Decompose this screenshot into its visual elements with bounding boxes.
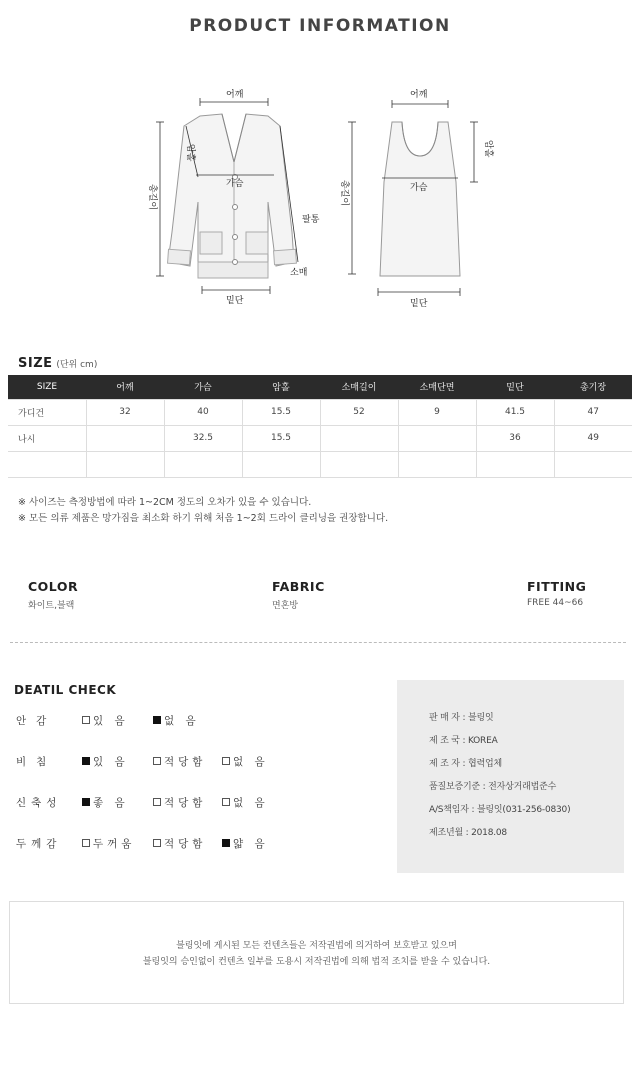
detail-check-title: DEATIL CHECK xyxy=(14,683,117,697)
checkbox-icon xyxy=(153,757,161,765)
cardigan-label-sleeve: 팔통 xyxy=(302,215,320,225)
detail-option xyxy=(153,754,206,769)
spec-fabric-label: FABRIC xyxy=(272,579,325,594)
table-cell xyxy=(476,451,554,477)
seller-info-line: 판 매 자 : 블링잇 xyxy=(429,713,494,723)
size-col-header: 암홀 xyxy=(242,375,320,399)
table-cell: 32 xyxy=(86,399,164,425)
table-cell: 47 xyxy=(554,399,632,425)
spec-fitting-value: FREE 44~66 xyxy=(527,598,584,608)
size-col-header: 어깨 xyxy=(86,375,164,399)
cardigan-label-armhole: 암홀 xyxy=(185,144,195,162)
detail-row-label: 신축성 xyxy=(16,797,62,809)
size-col-header: 밑단 xyxy=(476,375,554,399)
table-cell: 9 xyxy=(398,399,476,425)
note-line: ※ 모든 의류 제품은 망가짐을 최소화 하기 위해 처음 1~2회 드라이 클리닝을 권장합니다. xyxy=(18,513,389,524)
detail-option xyxy=(82,836,135,851)
table-cell: 32.5 xyxy=(164,425,242,451)
section-divider xyxy=(10,642,626,643)
cardigan-label-length: 총길이 xyxy=(147,184,157,211)
checkbox-icon xyxy=(82,839,90,847)
detail-option-label: 적당함 xyxy=(164,838,207,850)
detail-option-label: 적당함 xyxy=(164,756,207,768)
table-cell xyxy=(554,451,632,477)
copyright-line: 블링잇의 승인없이 컨텐츠 일부를 도용시 저작권법에 의해 법적 조치를 받을 수 있습니다. xyxy=(142,957,491,967)
checkbox-icon xyxy=(222,839,230,847)
garment-illustration xyxy=(140,82,500,312)
cardigan-label-hem: 밑단 xyxy=(226,296,244,306)
seller-info-line: 제조년월 : 2018.08 xyxy=(429,828,507,838)
table-cell xyxy=(164,451,242,477)
size-col-header: 소매길이 xyxy=(320,375,398,399)
table-cell: 15.5 xyxy=(242,425,320,451)
table-cell xyxy=(242,451,320,477)
spec-fabric-value: 면혼방 xyxy=(272,601,299,611)
table-cell xyxy=(86,425,164,451)
spec-fitting xyxy=(527,579,586,608)
spec-color-label: COLOR xyxy=(28,579,79,594)
table-cell xyxy=(86,451,164,477)
table-cell: 나시 xyxy=(8,425,86,451)
detail-option-label: 두꺼움 xyxy=(93,838,136,850)
size-heading-label: SIZE xyxy=(18,356,53,371)
checkbox-icon xyxy=(222,757,230,765)
detail-row-stretch xyxy=(16,795,316,811)
detail-option-label: 좋 음 xyxy=(93,797,129,809)
detail-option-label: 있 음 xyxy=(93,756,129,768)
seller-info-box xyxy=(397,680,624,873)
detail-option xyxy=(82,713,129,728)
detail-option-label: 얇 음 xyxy=(233,838,269,850)
table-cell xyxy=(398,451,476,477)
table-row xyxy=(8,451,632,477)
sleeveless-label-chest: 가슴 xyxy=(410,183,428,193)
copyright-notice xyxy=(9,901,624,1004)
size-table-header-row xyxy=(8,375,632,399)
spec-fitting-label: FITTING xyxy=(527,579,587,594)
detail-option-label: 적당함 xyxy=(164,797,207,809)
sleeveless-label-hem: 밑단 xyxy=(410,299,428,309)
spec-fabric xyxy=(272,579,325,611)
table-row xyxy=(8,425,632,451)
table-cell: 49 xyxy=(554,425,632,451)
table-cell xyxy=(320,425,398,451)
page-title: PRODUCT INFORMATION xyxy=(189,16,451,36)
detail-row-label: 비침 xyxy=(16,756,57,768)
detail-option xyxy=(222,836,269,851)
table-cell: 15.5 xyxy=(242,399,320,425)
checkbox-icon xyxy=(153,839,161,847)
checkbox-icon xyxy=(153,716,161,724)
table-cell xyxy=(320,451,398,477)
table-cell: 가디건 xyxy=(8,399,86,425)
spec-color xyxy=(28,579,78,611)
note-line: ※ 사이즈는 측정방법에 따라 1~2CM 정도의 오차가 있을 수 있습니다. xyxy=(18,497,312,508)
size-notes xyxy=(18,495,388,527)
table-row xyxy=(8,399,632,425)
size-col-header: 총기장 xyxy=(554,375,632,399)
sleeveless-label-length: 총길이 xyxy=(339,180,349,207)
detail-option xyxy=(153,795,206,810)
checkbox-icon xyxy=(222,798,230,806)
sleeveless-label-shoulder: 어깨 xyxy=(410,90,428,100)
cardigan-label-cuff: 소매 xyxy=(290,268,308,278)
detail-row-label: 안감 xyxy=(16,715,57,727)
sleeveless-illustration xyxy=(380,122,460,276)
detail-row-thickness xyxy=(16,836,316,852)
seller-info-line: A/S책임자 : 블링잇(031-256-0830) xyxy=(429,805,571,815)
seller-info-line: 제 조 자 : 협력업체 xyxy=(429,759,502,769)
table-cell: 40 xyxy=(164,399,242,425)
spec-color-value: 화이트,블랙 xyxy=(28,601,75,611)
detail-option xyxy=(82,795,129,810)
seller-info-line: 품질보증기준 : 전자상거래법준수 xyxy=(429,782,557,792)
detail-option xyxy=(153,836,206,851)
detail-row-label: 두께감 xyxy=(16,838,62,850)
detail-option-label: 없 음 xyxy=(164,715,200,727)
copyright-line: 블링잇에 게시된 모든 컨텐츠들은 저작권법에 의거하여 보호받고 있으며 xyxy=(176,941,457,951)
sleeveless-label-armhole: 암홀 xyxy=(483,140,493,158)
cardigan-label-chest: 가슴 xyxy=(226,179,244,189)
table-cell xyxy=(398,425,476,451)
size-col-header: 가슴 xyxy=(164,375,242,399)
table-cell: 36 xyxy=(476,425,554,451)
cardigan-illustration xyxy=(168,114,297,278)
detail-option xyxy=(153,713,200,728)
measurement-diagram xyxy=(140,82,500,312)
checkbox-icon xyxy=(82,798,90,806)
detail-row-sheer xyxy=(16,754,316,770)
detail-option xyxy=(222,754,269,769)
seller-info-line: 제 조 국 : KOREA xyxy=(429,736,498,746)
detail-option xyxy=(82,754,129,769)
size-heading xyxy=(18,356,97,371)
detail-option-label: 없 음 xyxy=(233,797,269,809)
cardigan-label-shoulder: 어깨 xyxy=(226,90,244,100)
size-col-header: 소매단면 xyxy=(398,375,476,399)
size-col-header: SIZE xyxy=(8,375,86,399)
table-cell xyxy=(8,451,86,477)
checkbox-icon xyxy=(82,757,90,765)
checkbox-icon xyxy=(153,798,161,806)
detail-option-label: 있 음 xyxy=(93,715,129,727)
size-unit: (단위 cm) xyxy=(56,360,98,370)
table-cell: 52 xyxy=(320,399,398,425)
detail-option xyxy=(222,795,269,810)
size-table xyxy=(8,375,632,478)
detail-row-lining xyxy=(16,713,316,729)
table-cell: 41.5 xyxy=(476,399,554,425)
checkbox-icon xyxy=(82,716,90,724)
detail-option-label: 없 음 xyxy=(233,756,269,768)
